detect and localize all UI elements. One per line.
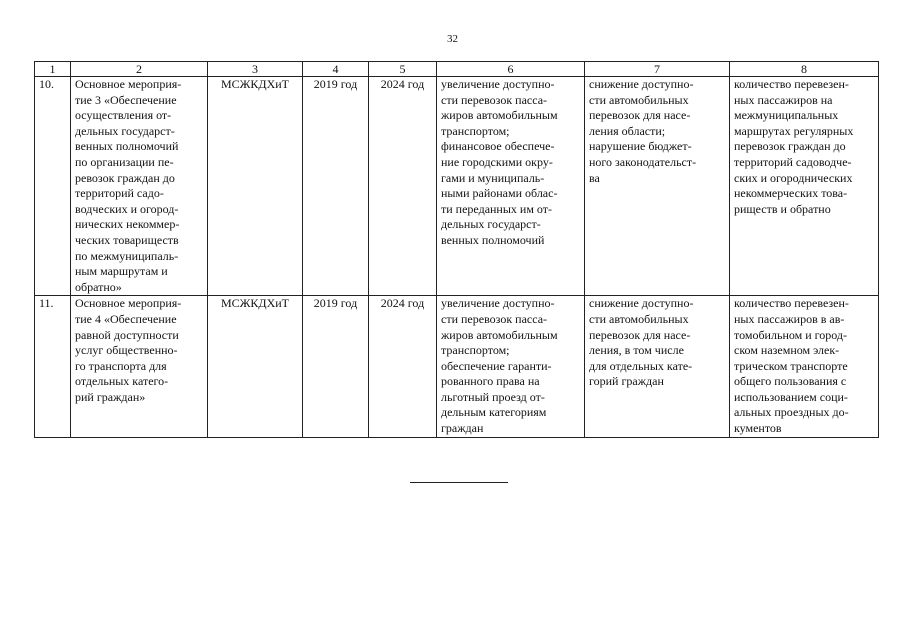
activity-cell — [71, 77, 208, 296]
page-number: 32 — [447, 33, 458, 45]
header-cell-8: 8 — [730, 62, 879, 77]
cell-line: ва — [589, 170, 600, 185]
cell-line: льготный проезд от- — [441, 389, 545, 404]
cell-line: гами и муниципаль- — [441, 170, 545, 185]
cell-line: рий граждан» — [75, 389, 146, 404]
cell-line: маршрутах регулярных — [734, 123, 854, 138]
cell-line: дельных государст- — [75, 123, 175, 138]
cell-line: ние городскими окру- — [441, 154, 553, 169]
table-row — [35, 77, 879, 296]
cell-line: осуществления от- — [75, 108, 172, 123]
cell-line: тие 3 «Обеспечение — [75, 92, 177, 107]
cell-line: Основное мероприя- — [75, 77, 182, 91]
cell-line: кументов — [734, 421, 782, 436]
cell-line: риществ и обратно — [734, 201, 831, 216]
result-cell — [437, 296, 585, 437]
cell-line: транспортом; — [441, 343, 510, 358]
row-number-cell: 11. — [35, 296, 71, 437]
header-cell-5: 5 — [369, 62, 437, 77]
cell-line: тие 4 «Обеспечение — [75, 311, 177, 326]
cell-line: дельных государст- — [441, 217, 541, 232]
cell-line: го транспорта для — [75, 358, 167, 373]
executor-cell: МСЖКДХиТ — [208, 296, 303, 437]
cell-line: сти автомобильных — [589, 92, 689, 107]
cell-line: по межмуниципаль- — [75, 248, 179, 263]
cell-line: ными районами облас- — [441, 186, 558, 201]
cell-line: ческих товариществ — [75, 232, 179, 247]
end-year-cell: 2024 год — [369, 296, 437, 437]
cell-line: венных полномочий — [441, 232, 545, 247]
cell-line: томобильном и город- — [734, 327, 848, 342]
indicator-cell — [730, 296, 879, 437]
cell-line: ления области; — [589, 123, 666, 138]
row-number-cell: 10. — [35, 77, 71, 296]
footer-rule — [410, 482, 508, 483]
end-year-cell: 2024 год — [369, 77, 437, 296]
cell-line: территорий садоводче- — [734, 154, 852, 169]
cell-line: финансовое обеспече- — [441, 139, 555, 154]
cell-line: общего пользования с — [734, 374, 847, 389]
cell-line: отдельных катего- — [75, 374, 169, 389]
header-cell-6: 6 — [437, 62, 585, 77]
indicator-cell — [730, 77, 879, 296]
cell-line: дельным категориям — [441, 405, 547, 420]
cell-line: нических некоммер- — [75, 217, 180, 232]
cell-line: снижение доступно- — [589, 296, 694, 311]
cell-line: межмуниципальных — [734, 108, 839, 123]
cell-line: увеличение доступно- — [441, 77, 555, 91]
cell-line: ных пассажиров в ав- — [734, 311, 845, 326]
consequences-cell — [585, 77, 730, 296]
cell-line: снижение доступно- — [589, 77, 694, 91]
cell-line: ском наземном элек- — [734, 343, 840, 358]
cell-line: некоммерческих това- — [734, 186, 848, 201]
cell-line: сти перевозок пасса- — [441, 92, 548, 107]
cell-line: транспортом; — [441, 123, 510, 138]
cell-line: рованного права на — [441, 374, 540, 389]
cell-line: жиров автомобильным — [441, 327, 558, 342]
cell-line: горий граждан — [589, 374, 664, 389]
cell-line: Основное мероприя- — [75, 296, 182, 311]
cell-line: трическом транспорте — [734, 358, 848, 373]
cell-line: ных пассажиров на — [734, 92, 833, 107]
cell-line: граждан — [441, 421, 484, 436]
cell-line: перевозок для насе- — [589, 108, 691, 123]
measures-table — [34, 61, 879, 438]
cell-line: перевозок граждан до — [734, 139, 846, 154]
start-year-cell: 2019 год — [303, 296, 369, 437]
cell-line: сти автомобильных — [589, 311, 689, 326]
cell-line: ного законодательст- — [589, 154, 697, 169]
cell-line: территорий садо- — [75, 186, 164, 201]
header-cell-2: 2 — [71, 62, 208, 77]
cell-line: сти перевозок пасса- — [441, 311, 548, 326]
cell-line: ления, в том числе — [589, 343, 684, 358]
executor-cell: МСЖКДХиТ — [208, 77, 303, 296]
cell-line: услуг общественно- — [75, 343, 178, 358]
cell-line: альных проездных до- — [734, 405, 849, 420]
cell-line: по организации пе- — [75, 154, 174, 169]
table-row — [35, 296, 879, 437]
activity-cell — [71, 296, 208, 437]
header-cell-3: 3 — [208, 62, 303, 77]
cell-line: водческих и огород- — [75, 201, 179, 216]
cell-line: обеспечение гаранти- — [441, 358, 552, 373]
table-header-row — [35, 62, 879, 77]
cell-line: венных полномочий — [75, 139, 179, 154]
cell-line: использованием соци- — [734, 389, 848, 404]
cell-line: перевозок для насе- — [589, 327, 691, 342]
start-year-cell: 2019 год — [303, 77, 369, 296]
cell-line: ным маршрутам и — [75, 264, 168, 279]
cell-line: равной доступности — [75, 327, 179, 342]
cell-line: для отдельных кате- — [589, 358, 693, 373]
header-cell-4: 4 — [303, 62, 369, 77]
cell-line: жиров автомобильным — [441, 108, 558, 123]
cell-line: нарушение бюджет- — [589, 139, 692, 154]
cell-line: количество перевезен- — [734, 296, 849, 311]
cell-line: увеличение доступно- — [441, 296, 555, 311]
header-cell-1: 1 — [35, 62, 71, 77]
header-cell-7: 7 — [585, 62, 730, 77]
cell-line: ревозок граждан до — [75, 170, 175, 185]
cell-line: обратно» — [75, 279, 122, 294]
result-cell — [437, 77, 585, 296]
cell-line: количество перевезен- — [734, 77, 849, 91]
consequences-cell — [585, 296, 730, 437]
cell-line: ти переданных им от- — [441, 201, 553, 216]
cell-line: ских и огороднических — [734, 170, 853, 185]
